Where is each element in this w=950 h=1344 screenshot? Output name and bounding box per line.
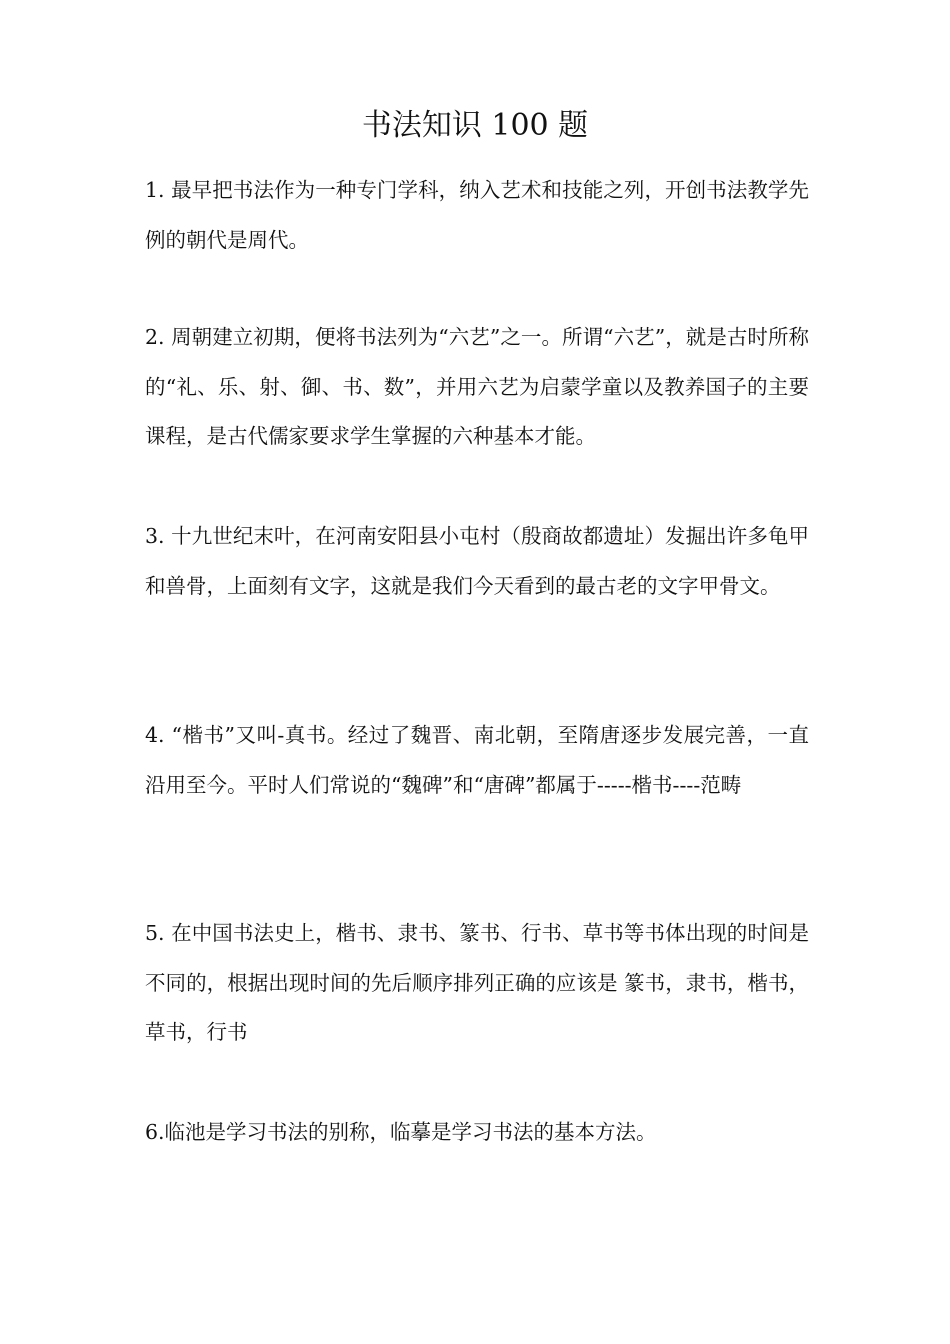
question-5: 5. 在中国书法史上，楷书、隶书、篆书、行书、草书等书体出现的时间是不同的，根据出现时间的先后顺序排列正确的应该是 篆书，隶书，楷书，草书，行书 [145,921,809,1044]
question-3: 3. 十九世纪末叶，在河南安阳县小屯村（殷商故都遗址）发掘出许多龟甲和兽骨，上面刻有文字，这就是我们今天看到的最古老的文字甲骨文。 [145,524,809,598]
question-4: 4. “楷书”又叫-真书。经过了魏晋、南北朝，至隋唐逐步发展完善，一直沿用至今。平时人们常说的“魏碑”和“唐碑”都属于-----楷书----范畴 [145,723,809,797]
question-6: 6.临池是学习书法的别称，临摹是学习书法的基本方法。 [145,1120,657,1144]
question-2: 2. 周朝建立初期，便将书法列为“六艺”之一。所谓“六艺”，就是古时所称的“礼、乐、射、御、书、数”，并用六艺为启蒙学童以及教养国子的主要课程，是古代儒家要求学生掌握的六种基本才能。 [145,325,809,448]
question-1: 1. 最早把书法作为一种专门学科，纳入艺术和技能之列，开创书法教学先例的朝代是周代。 [145,178,809,252]
document-title: 书法知识 100 题 [361,108,589,143]
